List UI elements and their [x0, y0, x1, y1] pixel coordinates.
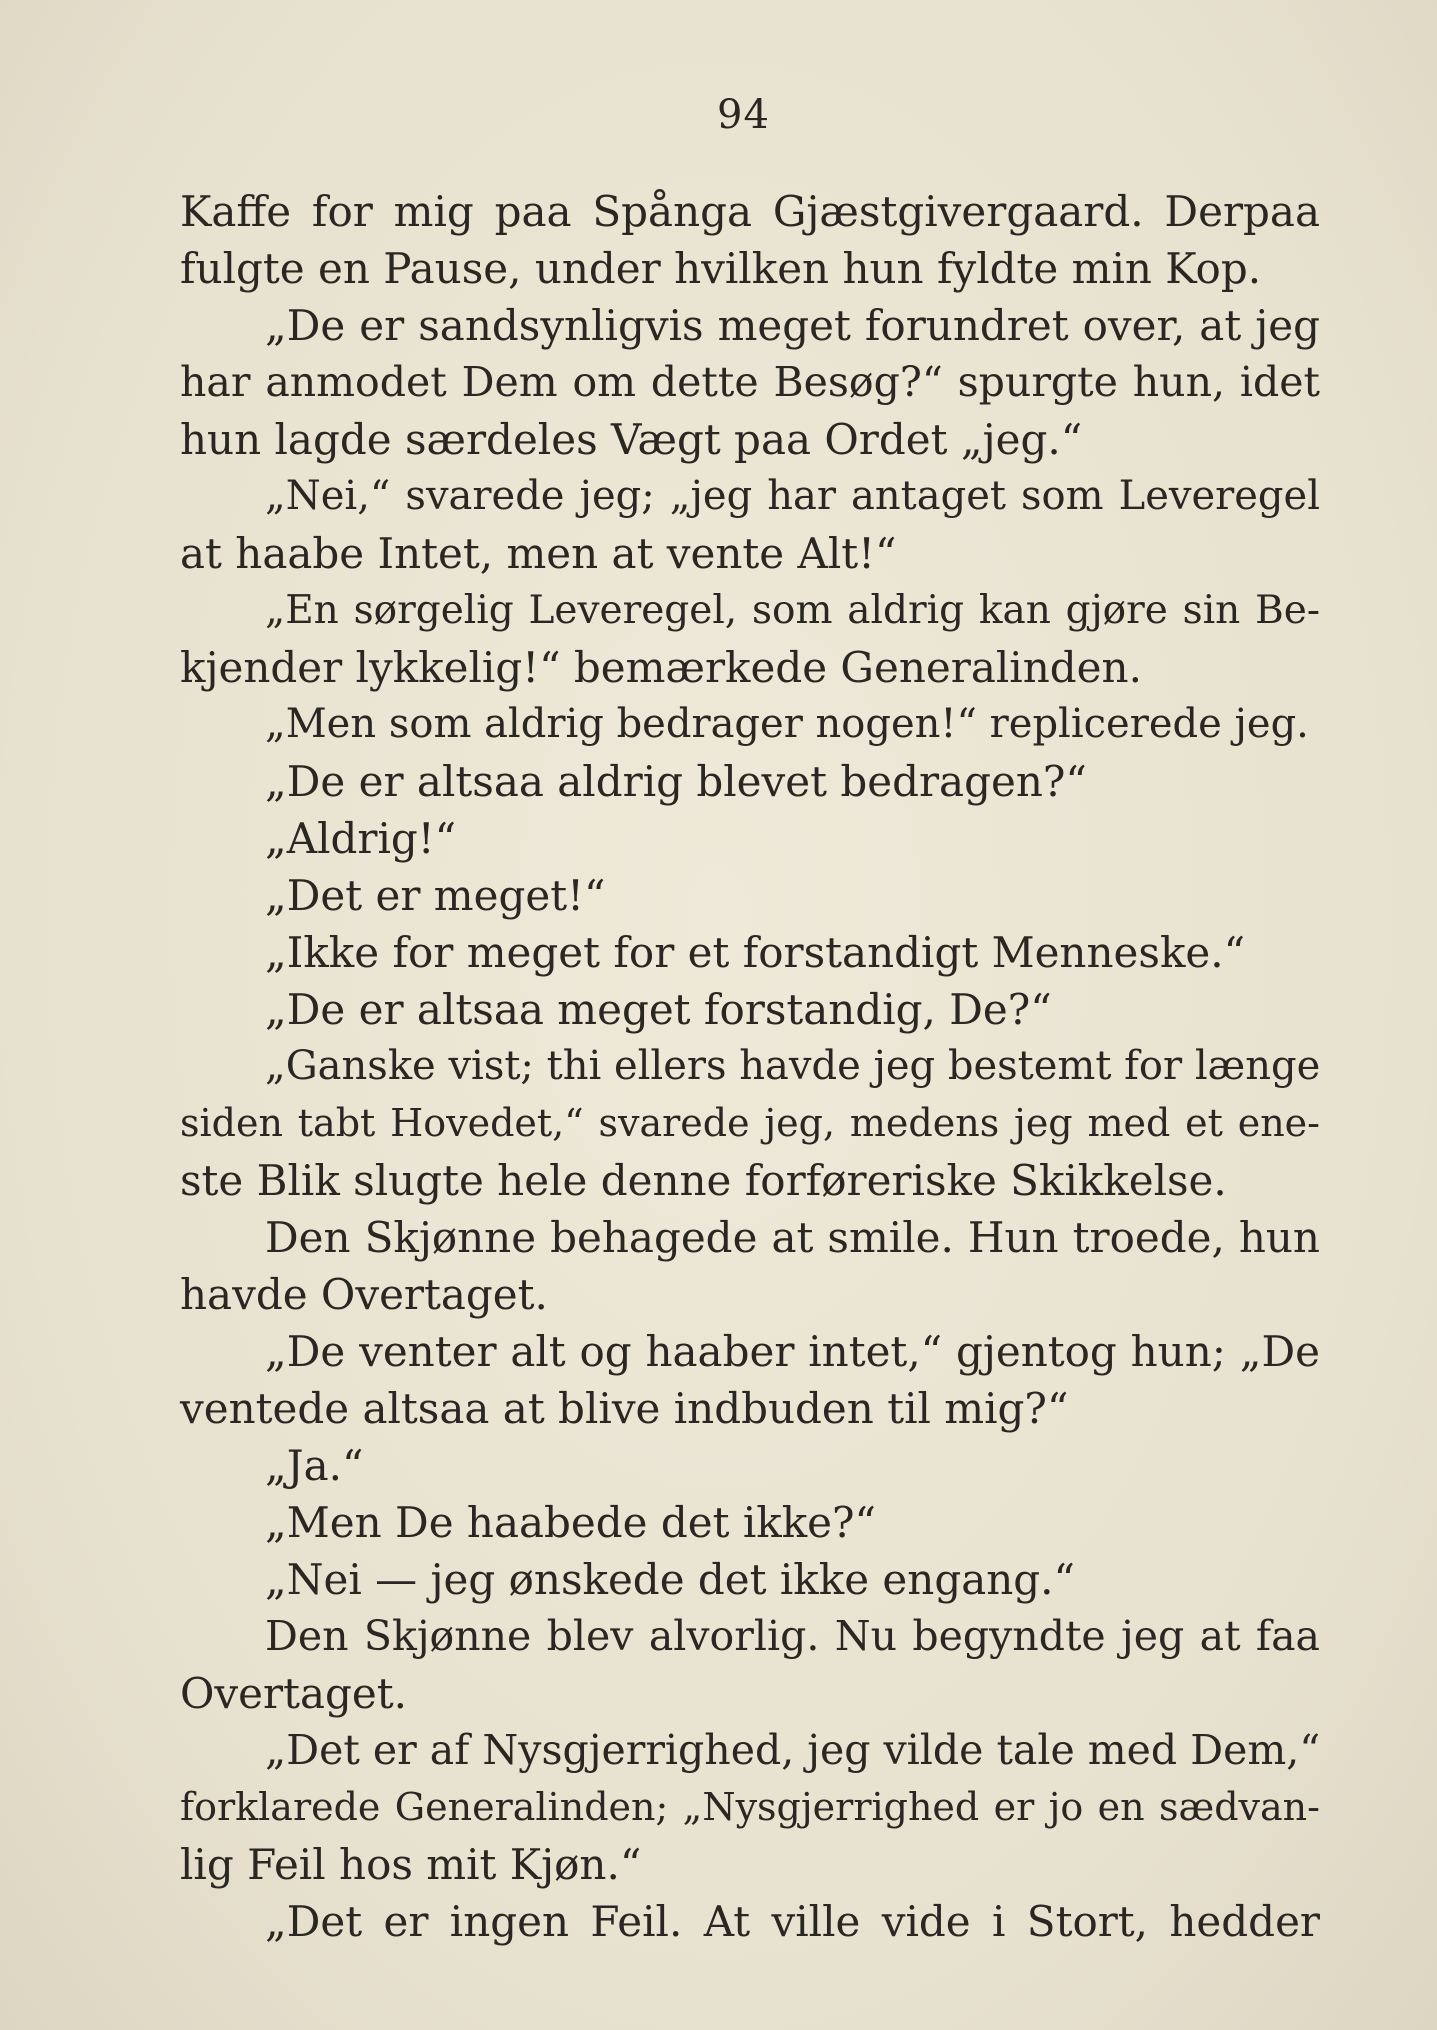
text-line: „Men som aldrig bedrager nogen!“ replicerede jeg. [265, 701, 1309, 747]
page-number: 94 [717, 92, 770, 138]
text-line: „Nei — jeg ønskede det ikke engang.“ [265, 1555, 1075, 1604]
text-line: forklarede Generalinden; „Nysgjerrighed er jo en sædvan- [180, 1785, 1320, 1829]
text-line: ventede altsaa at blive indbuden til mig?“ [180, 1384, 1069, 1433]
text-line: hun lagde særdeles Vægt paa Ordet „jeg.“ [180, 415, 1083, 464]
text-line: „Det er meget!“ [265, 871, 606, 920]
text-line: „Aldrig!“ [265, 814, 457, 863]
text-line: „Ja.“ [265, 1441, 364, 1490]
text-line: siden tabt Hovedet,“ svarede jeg, medens jeg med et ene- [180, 1101, 1320, 1145]
body-text [180, 183, 1320, 1950]
text-line: Overtaget. [180, 1669, 407, 1718]
text-line: havde Overtaget. [180, 1270, 548, 1319]
text-line: „Ikke for meget for et forstandigt Menneske.“ [265, 928, 1246, 977]
text-line: har anmodet Dem om dette Besøg?“ spurgte hun, idet [180, 358, 1320, 406]
text-line: ste Blik slugte hele denne forføreriske Skikkelse. [180, 1156, 1227, 1205]
text-line: „De er altsaa meget forstandig, De?“ [265, 985, 1052, 1034]
text-line: Kaffe for mig paa Spånga Gjæstgivergaard. Derpaa [180, 187, 1320, 236]
text-line: „Ganske vist; thi ellers havde jeg bestemt for længe [265, 1043, 1321, 1089]
text-line: „De er altsaa aldrig blevet bedragen?“ [265, 757, 1087, 806]
text-line: „De er sandsynligvis meget forundret over, at jeg [265, 301, 1320, 350]
text-line: „Det er af Nysgjerrighed, jeg vilde tale med Dem,“ [265, 1726, 1321, 1774]
text-line: lig Feil hos mit Kjøn.“ [180, 1840, 642, 1889]
text-line: „Det er ingen Feil. At ville vide i Stort, hedder [265, 1897, 1320, 1946]
text-line: Den Skjønne blev alvorlig. Nu begyndte jeg at faa [265, 1612, 1320, 1660]
text-line: fulgte en Pause, under hvilken hun fyldte min Kop. [180, 244, 1262, 293]
text-line: „Men De haabede det ikke?“ [265, 1498, 877, 1547]
text-line: kjender lykkelig!“ bemærkede Generalinden. [180, 643, 1142, 692]
text-line: at haabe Intet, men at vente Alt!“ [180, 529, 897, 578]
text-line: „Nei,“ svarede jeg; „jeg har antaget som Leveregel [265, 473, 1320, 519]
text-line: Den Skjønne behagede at smile. Hun troede, hun [265, 1213, 1320, 1262]
text-line: „En sørgelig Leveregel, som aldrig kan gjøre sin Be- [265, 588, 1320, 633]
text-line: „De venter alt og haaber intet,“ gjentog hun; „De [265, 1327, 1320, 1376]
